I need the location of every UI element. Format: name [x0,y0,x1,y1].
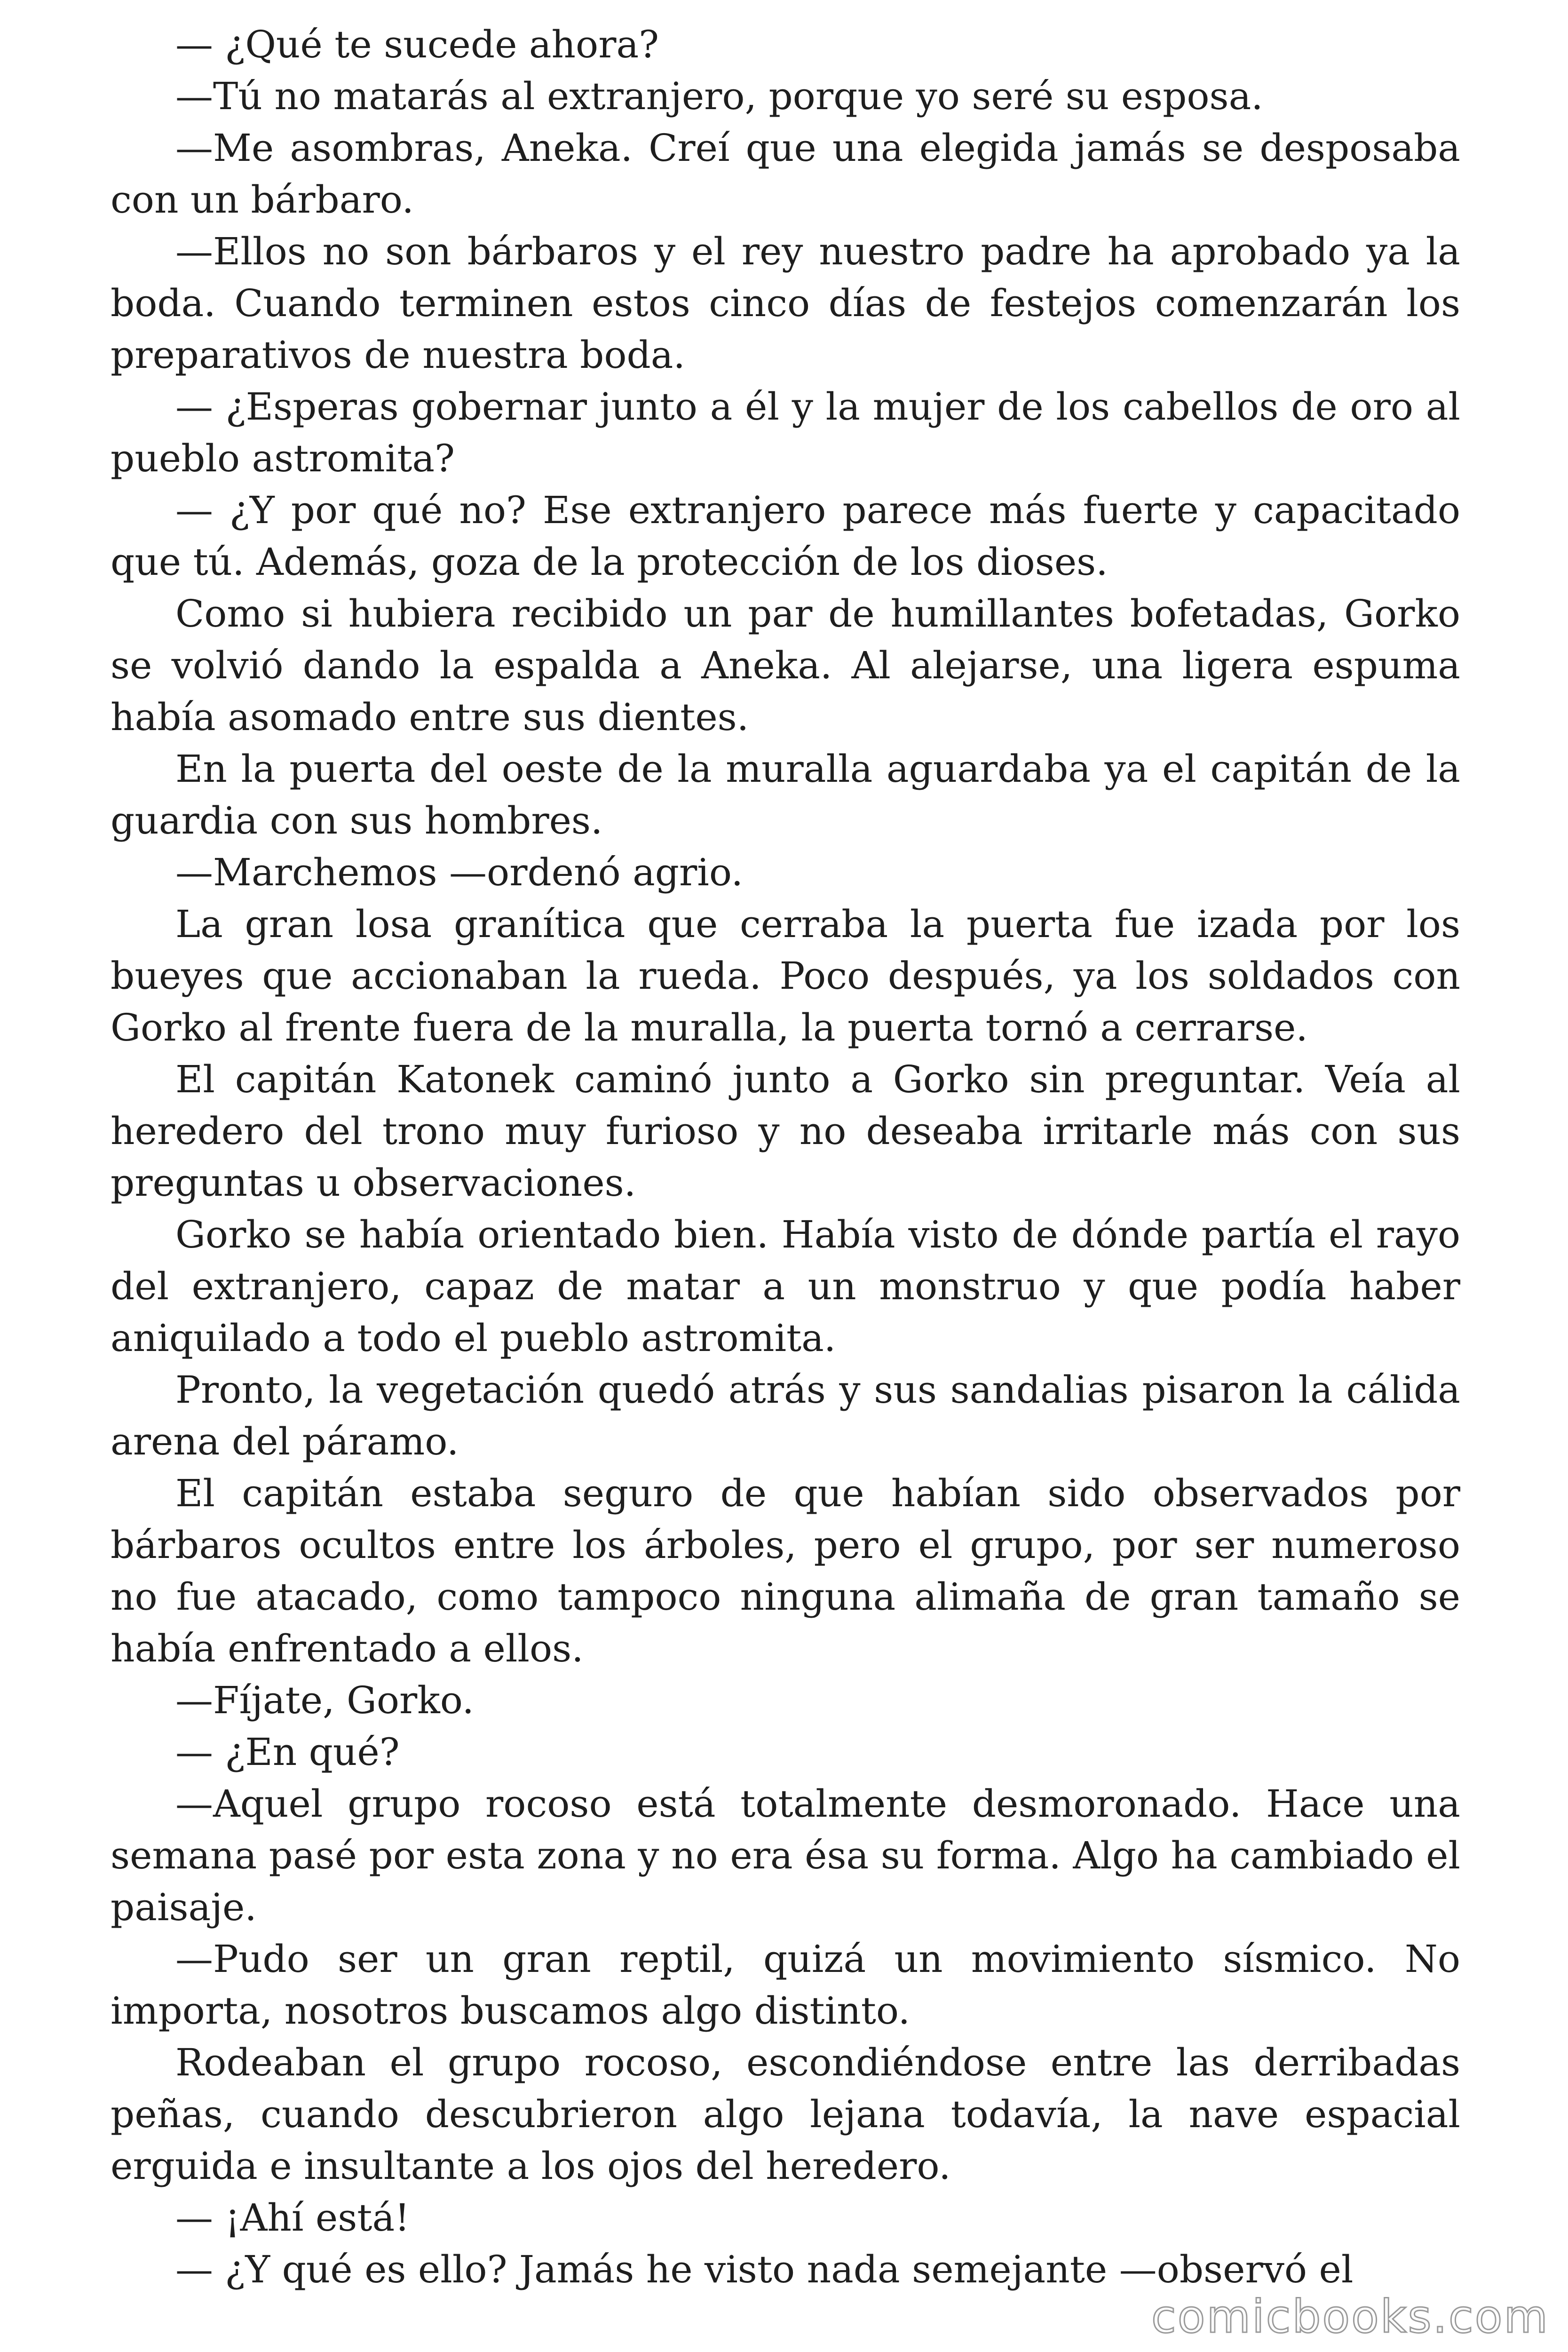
watermark: comicbooks.com [1151,2290,1549,2343]
page-text [111,19,1460,2296]
paragraph: El capitán Katonek caminó junto a Gorko sin preguntar. Veía al heredero del trono muy furioso y no deseaba irritarle más con sus preguntas u observaciones. [111,1057,1460,1205]
paragraph: El capitán estaba seguro de que habían sido observados por bárbaros ocultos entre los árboles, pero el grupo, por ser numeroso no fue atacado, como tampoco ninguna alimaña de gran tamaño se había enfrentado a ellos. [111,1471,1460,1670]
paragraph: — ¿Esperas gobernar junto a él y la mujer de los cabellos de oro al pueblo astromita? [111,385,1460,480]
paragraph: —Me asombras, Aneka. Creí que una elegida jamás se desposaba con un bárbaro. [111,126,1460,222]
paragraph: Como si hubiera recibido un par de humillantes bofetadas, Gorko se volvió dando la espalda a Aneka. Al alejarse, una ligera espuma había asomado entre sus dientes. [111,592,1460,739]
paragraph: — ¿Y por qué no? Ese extranjero parece más fuerte y capacitado que tú. Además, goza de la protección de los dioses. [111,488,1460,584]
paragraph: La gran losa granítica que cerraba la puerta fue izada por los bueyes que accionaban la rueda. Poco después, ya los soldados con Gorko al frente fuera de la muralla, la puerta tornó a cerrarse. [111,902,1460,1049]
paragraph: Gorko se había orientado bien. Había visto de dónde partía el rayo del extranjero, capaz de matar a un monstruo y que podía haber aniquilado a todo el pueblo astromita. [111,1213,1460,1360]
paragraph: — ¡Ahí está! [175,2196,410,2240]
paragraph: Rodeaban el grupo rocoso, escondiéndose entre las derribadas peñas, cuando descubrieron algo lejana todavía, la nave espacial erguida e insultante a los ojos del heredero. [111,2041,1460,2188]
paragraph: —Aquel grupo rocoso está totalmente desmoronado. Hace una semana pasé por esta zona y no era ésa su forma. Algo ha cambiado el paisaje. [111,1782,1460,1929]
paragraph: — ¿Qué te sucede ahora? [175,23,659,66]
paragraph: —Tú no matarás al extranjero, porque yo seré su esposa. [175,74,1263,118]
paragraph: Pronto, la vegetación quedó atrás y sus sandalias pisaron la cálida arena del páramo. [111,1368,1460,1463]
paragraph: —Marchemos —ordenó agrio. [175,850,744,894]
paragraph: En la puerta del oeste de la muralla aguardaba ya el capitán de la guardia con sus hombres. [111,747,1460,842]
paragraph: — ¿En qué? [175,1730,400,1774]
paragraph: —Pudo ser un gran reptil, quizá un movimiento sísmico. No importa, nosotros buscamos algo distinto. [111,1937,1460,2033]
paragraph: —Ellos no son bárbaros y el rey nuestro padre ha aprobado ya la boda. Cuando terminen estos cinco días de festejos comenzarán los preparativos de nuestra boda. [111,230,1460,377]
paragraph: —Fíjate, Gorko. [175,1678,474,1722]
paragraph: — ¿Y qué es ello? Jamás he visto nada semejante —observó el [175,2248,1354,2291]
